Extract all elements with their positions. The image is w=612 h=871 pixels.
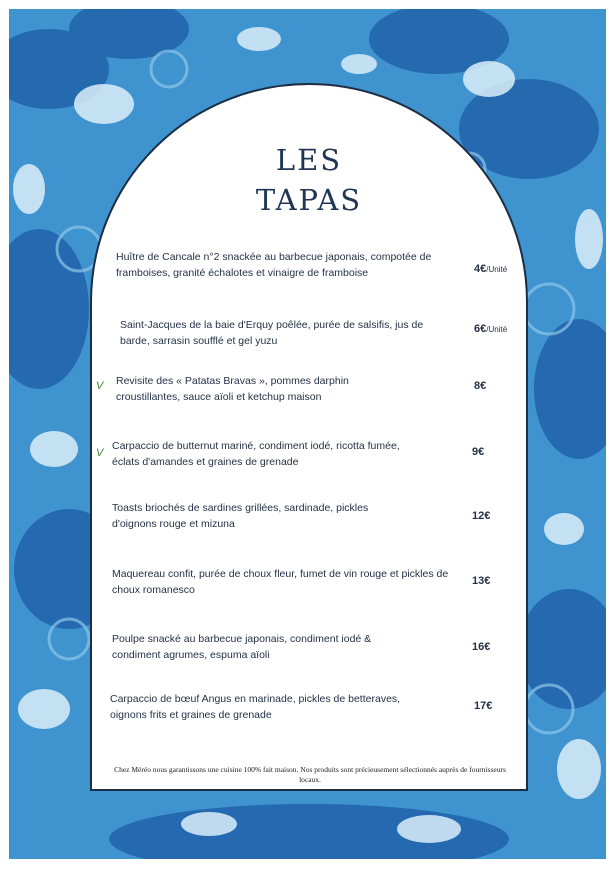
- menu-item-description: Toasts briochés de sardines grillées, sardinade, pickles d'oignons rouge et mizuna: [112, 502, 369, 530]
- footer-note: Chez Méréo nous garantissons une cuisine 100% fait maison. Nos produits sont précieusement sélectionnés auprès de fournisseurs locaux.: [114, 765, 506, 784]
- menu-item-price: 6€/Unité: [474, 323, 508, 335]
- menu-item-description: Carpaccio de bœuf Angus en marinade, pickles de betteraves, oignons frits et graines de grenade: [110, 693, 401, 721]
- vegetarian-icon: V: [96, 380, 104, 392]
- menu-item-price: 16€: [472, 641, 491, 653]
- menu-item-price: 12€: [472, 510, 491, 522]
- menu-item-description: Huître de Cancale n°2 snackée au barbecue japonais, compotée de framboises, granité échalotes et vinaigre de framboise: [116, 251, 432, 279]
- menu-item-description: Poulpe snacké au barbecue japonais, condiment iodé & condiment agrumes, espuma aïoli: [112, 633, 372, 661]
- vegetarian-icon: V: [96, 447, 104, 459]
- menu-item-price: 17€: [474, 700, 493, 712]
- menu-card: [90, 83, 528, 791]
- menu-item-price: 8€: [474, 380, 487, 392]
- menu-item-description: Maquereau confit, purée de choux fleur, fumet de vin rouge et pickles de choux romanesco: [112, 568, 449, 596]
- menu-item-description: Revisite des « Patatas Bravas », pommes darphin croustillantes, sauce aïoli et ketchup maison: [116, 375, 349, 403]
- menu-item-description: Carpaccio de butternut mariné, condiment iodé, ricotta fumée, éclats d'amandes et graines de grenade: [112, 440, 400, 468]
- title-line-1: LES: [275, 143, 343, 177]
- menu-item-description: Saint-Jacques de la baie d'Erquy poêlée, purée de salsifis, jus de barde, sarrasin soufflé et gel yuzu: [120, 319, 424, 347]
- title-line-2: TAPAS: [255, 183, 363, 217]
- menu-item-price: 9€: [472, 446, 485, 458]
- menu-item-price: 4€/Unité: [474, 263, 508, 275]
- menu-item-price: 13€: [472, 575, 491, 587]
